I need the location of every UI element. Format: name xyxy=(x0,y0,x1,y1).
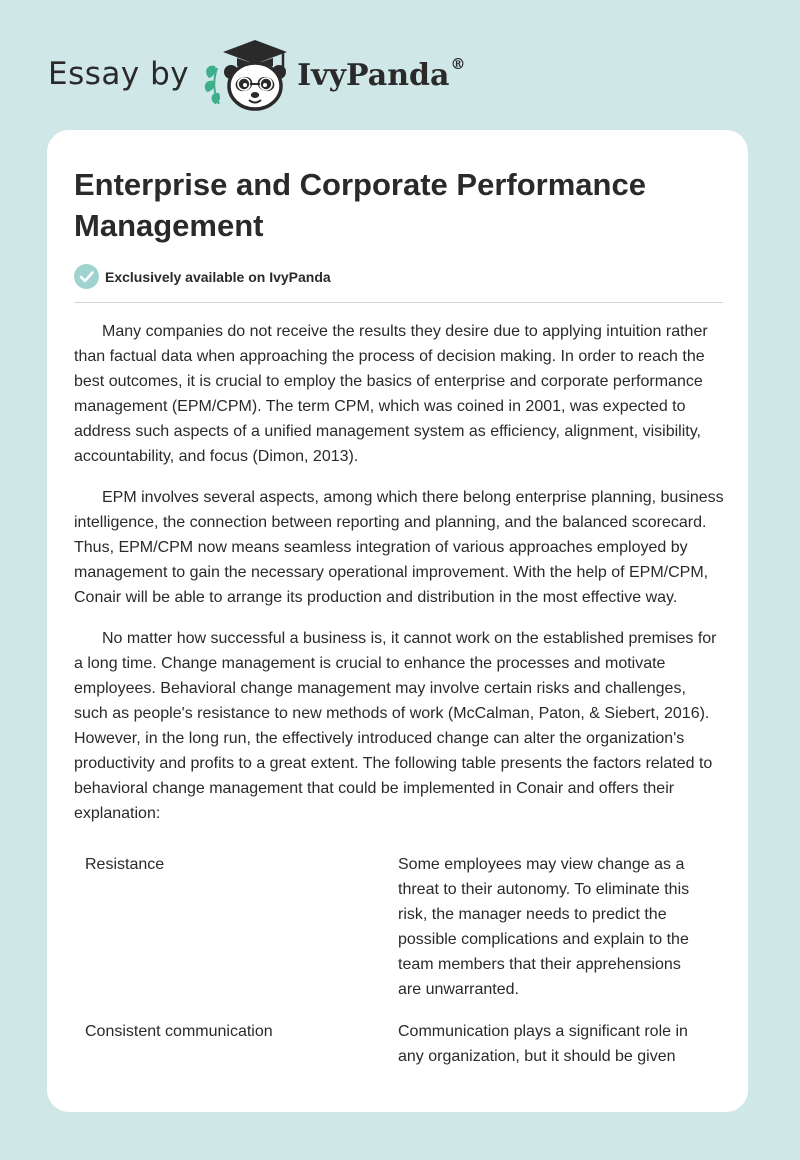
paragraph-3: No matter how successful a business is, it cannot work on the established premises for a long time. Change management is crucial to enhance the processes and motivate employees. Behavioral change management may involve certain risks and challenges, such as people's resistance to new methods of work (McCalman, Paton, & Siebert, 2016). However, in the long run, the effectively introduced change can alter the organization's productivity and profits to a great extent. The following table presents the factors related to behavioral change management that could be implemented in Conair and offers their explanation: xyxy=(74,630,717,822)
factors-table xyxy=(74,852,724,1069)
exclusive-badge xyxy=(74,264,331,289)
page-title: Enterprise and Corporate Performance Management xyxy=(74,167,646,243)
exclusive-label: Exclusively available on IvyPanda xyxy=(105,268,331,285)
essay-body xyxy=(74,319,724,1086)
factor-explanation: Some employees may view change as a threat to their autonomy. To eliminate this risk, the manager needs to predict the possible complications and explain to the team members that their apprehensions are unwarranted. xyxy=(398,856,690,998)
table-row xyxy=(74,852,724,1002)
brand-name-text: IvyPanda xyxy=(297,58,450,93)
paragraph-1: Many companies do not receive the results they desire due to applying intuition rather than factual data when approaching the process of decision making. In order to reach the best outcomes, it is crucial to employ the basics of enterprise and corporate performance management (EPM/CPM). The term CPM, which was coined in 2001, was expected to address such aspects of a unified management system as efficiency, alignment, visibility, accountability, and focus (Dimon, 2013). xyxy=(74,323,708,465)
panda-logo-icon[interactable] xyxy=(203,34,295,114)
brand-header xyxy=(48,34,465,114)
brand-name[interactable] xyxy=(297,55,465,93)
divider xyxy=(74,302,723,303)
factor-name: Resistance xyxy=(85,856,165,873)
factor-explanation: Communication plays a significant role in any organization, but it should be given xyxy=(398,1023,688,1065)
paragraph-2: EPM involves several aspects, among which there belong enterprise planning, business intelligence, the connection between reporting and planning, and the balanced scorecard. Thus, EPM/CPM now means seamless integration of various approaches employed by management to gain the necessary operational improvement. With the help of EPM/CPM, Conair will be able to arrange its production and distribution in the most effective way. xyxy=(74,489,724,606)
registered-mark: ® xyxy=(450,55,466,73)
factor-name: Consistent communication xyxy=(85,1023,273,1040)
table-row xyxy=(74,1019,724,1069)
check-circle-icon xyxy=(74,264,99,289)
essay-card xyxy=(47,130,748,1112)
brand-prefix: Essay by xyxy=(48,56,190,92)
